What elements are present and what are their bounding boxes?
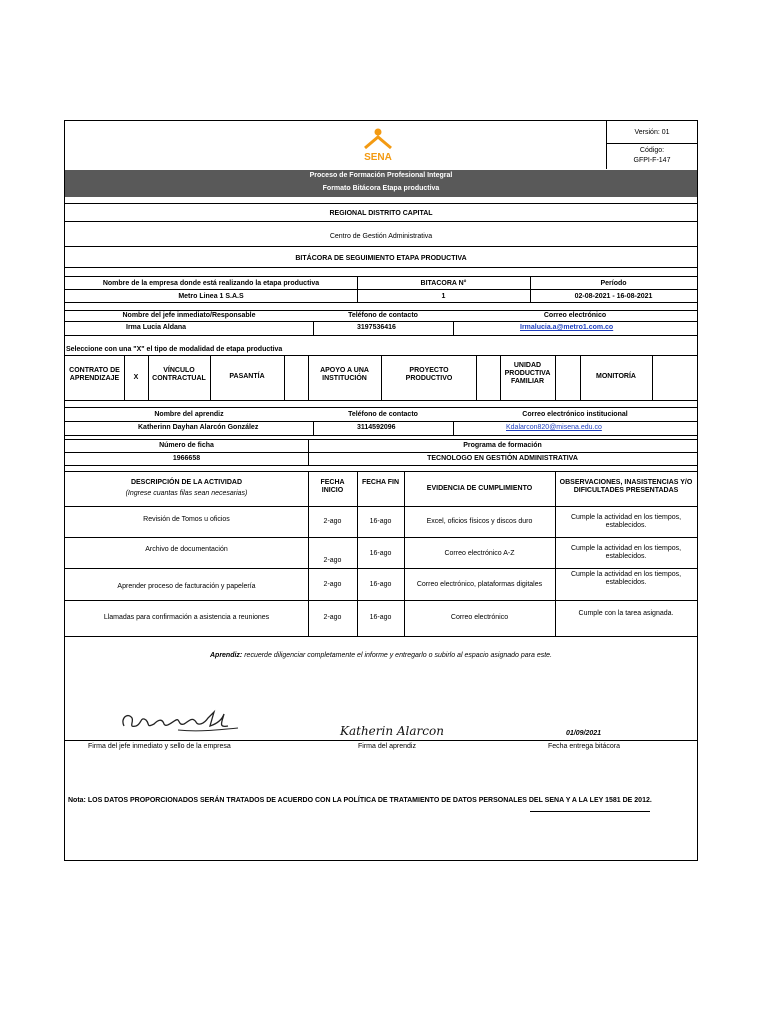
- activity-start: 2-ago: [323, 518, 342, 525]
- logo-text: SENA: [364, 152, 392, 163]
- note-label: Nota:: [68, 797, 86, 804]
- activity-start: 2-ago: [323, 557, 342, 564]
- activity-desc: Llamadas para confirmación a asistencia a reuniones: [103, 614, 270, 621]
- modality-selected-mark[interactable]: X: [133, 374, 139, 381]
- reminder-label: Aprendiz:: [209, 652, 243, 659]
- ficha-value: 1966658: [172, 455, 201, 462]
- period-label: Período: [600, 280, 627, 287]
- modality-apoyo: APOYO A UNA INSTITUCIÓN: [320, 367, 369, 382]
- activity-evidence: Correo electrónico A-Z: [444, 550, 515, 557]
- boss-email-link[interactable]: Irmalucia.a@metro1.com.co: [520, 324, 614, 331]
- reminder-text: recuerde diligenciar completamente el informe y entregarlo o subirlo al espacio asignado para este.: [244, 652, 553, 659]
- apprentice-signature-label: Firma del aprendiz: [358, 743, 416, 750]
- code-label: Código:: [639, 147, 665, 154]
- note-text: LOS DATOS PROPORCIONADOS SERÁN TRATADOS DE ACUERDO CON LA POLÍTICA DE TRATAMIENTO DE DATOS PERSONALES DEL SENA Y A LA LEY 1581 DE 2012.: [87, 797, 652, 804]
- program-value: TECNOLOGO EN GESTIÓN ADMINISTRATIVA: [427, 455, 578, 462]
- boss-phone-label: Teléfono de contacto: [348, 312, 418, 319]
- apprentice-signature: Katherin Alarcon: [340, 724, 444, 738]
- modality-pasantia: PASANTÍA: [229, 373, 265, 380]
- activity-start: 2-ago: [323, 581, 342, 588]
- activity-desc: Aprender proceso de facturación y papelería: [117, 583, 256, 590]
- head-description-sub: (Ingrese cuantas filas sean necesarias): [125, 490, 248, 497]
- version-label: Versión: 01: [634, 129, 670, 136]
- activity-desc: Archivo de documentación: [145, 546, 228, 553]
- modality-instruction: Seleccione con una "X" el tipo de modalidad de etapa productiva: [66, 346, 283, 353]
- modality-contrato: CONTRATO DE APRENDIZAJE: [69, 367, 120, 382]
- sena-logo: [356, 126, 400, 164]
- activity-evidence: Correo electrónico: [450, 614, 509, 621]
- apprentice-name-value: Katherinn Dayhan Alarcón González: [138, 424, 259, 431]
- activity-end: 16-ago: [369, 581, 392, 588]
- process-line: Proceso de Formación Profesional Integral: [309, 172, 453, 179]
- activity-obs: Cumple la actividad en los tiempos, establecidos.: [570, 571, 682, 586]
- head-observations: OBSERVACIONES, INASISTENCIAS Y/O DIFICULTADES PRESENTADAS: [559, 479, 693, 494]
- apprentice-name-label: Nombre del aprendiz: [154, 411, 224, 418]
- activity-end: 16-ago: [369, 518, 392, 525]
- boss-name-value: Irma Lucia Aldana: [126, 324, 187, 331]
- head-end-date: FECHA FIN: [361, 479, 400, 486]
- code-value: GFPI-F-147: [633, 157, 671, 164]
- boss-email-label: Correo electrónico: [543, 312, 607, 319]
- period-value: 02-08-2021 - 16-08-2021: [574, 293, 653, 300]
- apprentice-phone-value: 3114592096: [357, 424, 396, 431]
- apprentice-email-link[interactable]: Kdalarcon820@misena.edu.co: [506, 424, 602, 431]
- boss-signature: [118, 704, 242, 736]
- boss-phone-value: 3197536416: [357, 324, 396, 331]
- bitacora-label: BITACORA N°: [420, 280, 467, 287]
- delivery-label: Fecha entrega bitácora: [548, 743, 620, 750]
- apprentice-phone-label: Teléfono de contacto: [348, 411, 418, 418]
- activity-end: 16-ago: [369, 614, 392, 621]
- activity-obs: Cumple la actividad en los tiempos, establecidos.: [570, 514, 682, 529]
- head-evidence: EVIDENCIA DE CUMPLIMIENTO: [426, 485, 533, 492]
- ficha-label: Número de ficha: [159, 442, 214, 449]
- activity-evidence: Correo electrónico, plataformas digitales: [416, 581, 543, 588]
- bitacora-value: 1: [441, 293, 446, 300]
- modality-vinculo: VÍNCULO CONTRACTUAL: [152, 367, 206, 382]
- activity-start: 2-ago: [323, 614, 342, 621]
- reminder-line: [65, 652, 697, 660]
- company-name-value: Metro Linea 1 S.A.S: [178, 293, 244, 300]
- company-name-label: Nombre de la empresa donde está realizando la etapa productiva: [102, 280, 320, 287]
- activity-obs: Cumple con la tarea asignada.: [578, 610, 674, 617]
- boss-signature-label: Firma del jefe inmediato y sello de la empresa: [88, 743, 231, 750]
- activity-end: 16-ago: [369, 550, 392, 557]
- modality-unidad: UNIDAD PRODUCTIVA FAMILIAR: [504, 362, 551, 385]
- regional-title: REGIONAL DISTRITO CAPITAL: [329, 210, 433, 217]
- apprentice-email-label: Correo electrónico institucional: [522, 411, 628, 418]
- center-title: Centro de Gestión Administrativa: [329, 233, 433, 240]
- note-line: [68, 797, 652, 805]
- head-description: DESCRIPCIÓN DE LA ACTIVIDAD: [130, 479, 243, 486]
- modality-monitoria: MONITORÍA: [596, 373, 636, 380]
- page-title: BITÁCORA DE SEGUIMIENTO ETAPA PRODUCTIVA: [295, 255, 467, 262]
- delivery-date: 01/09/2021: [566, 730, 602, 737]
- modality-proyecto: PROYECTO PRODUCTIVO: [405, 367, 453, 382]
- activity-desc: Revisión de Tomos u oficios: [143, 516, 230, 523]
- activity-obs: Cumple la actividad en los tiempos, establecidos.: [570, 545, 682, 560]
- head-start-date: FECHA INICIO: [320, 479, 345, 494]
- program-label: Programa de formación: [463, 442, 542, 449]
- activity-evidence: Excel, oficios físicos y discos duro: [426, 518, 533, 525]
- boss-name-label: Nombre del jefe inmediato/Responsable: [122, 312, 256, 319]
- format-line: Formato Bitácora Etapa productiva: [322, 185, 440, 192]
